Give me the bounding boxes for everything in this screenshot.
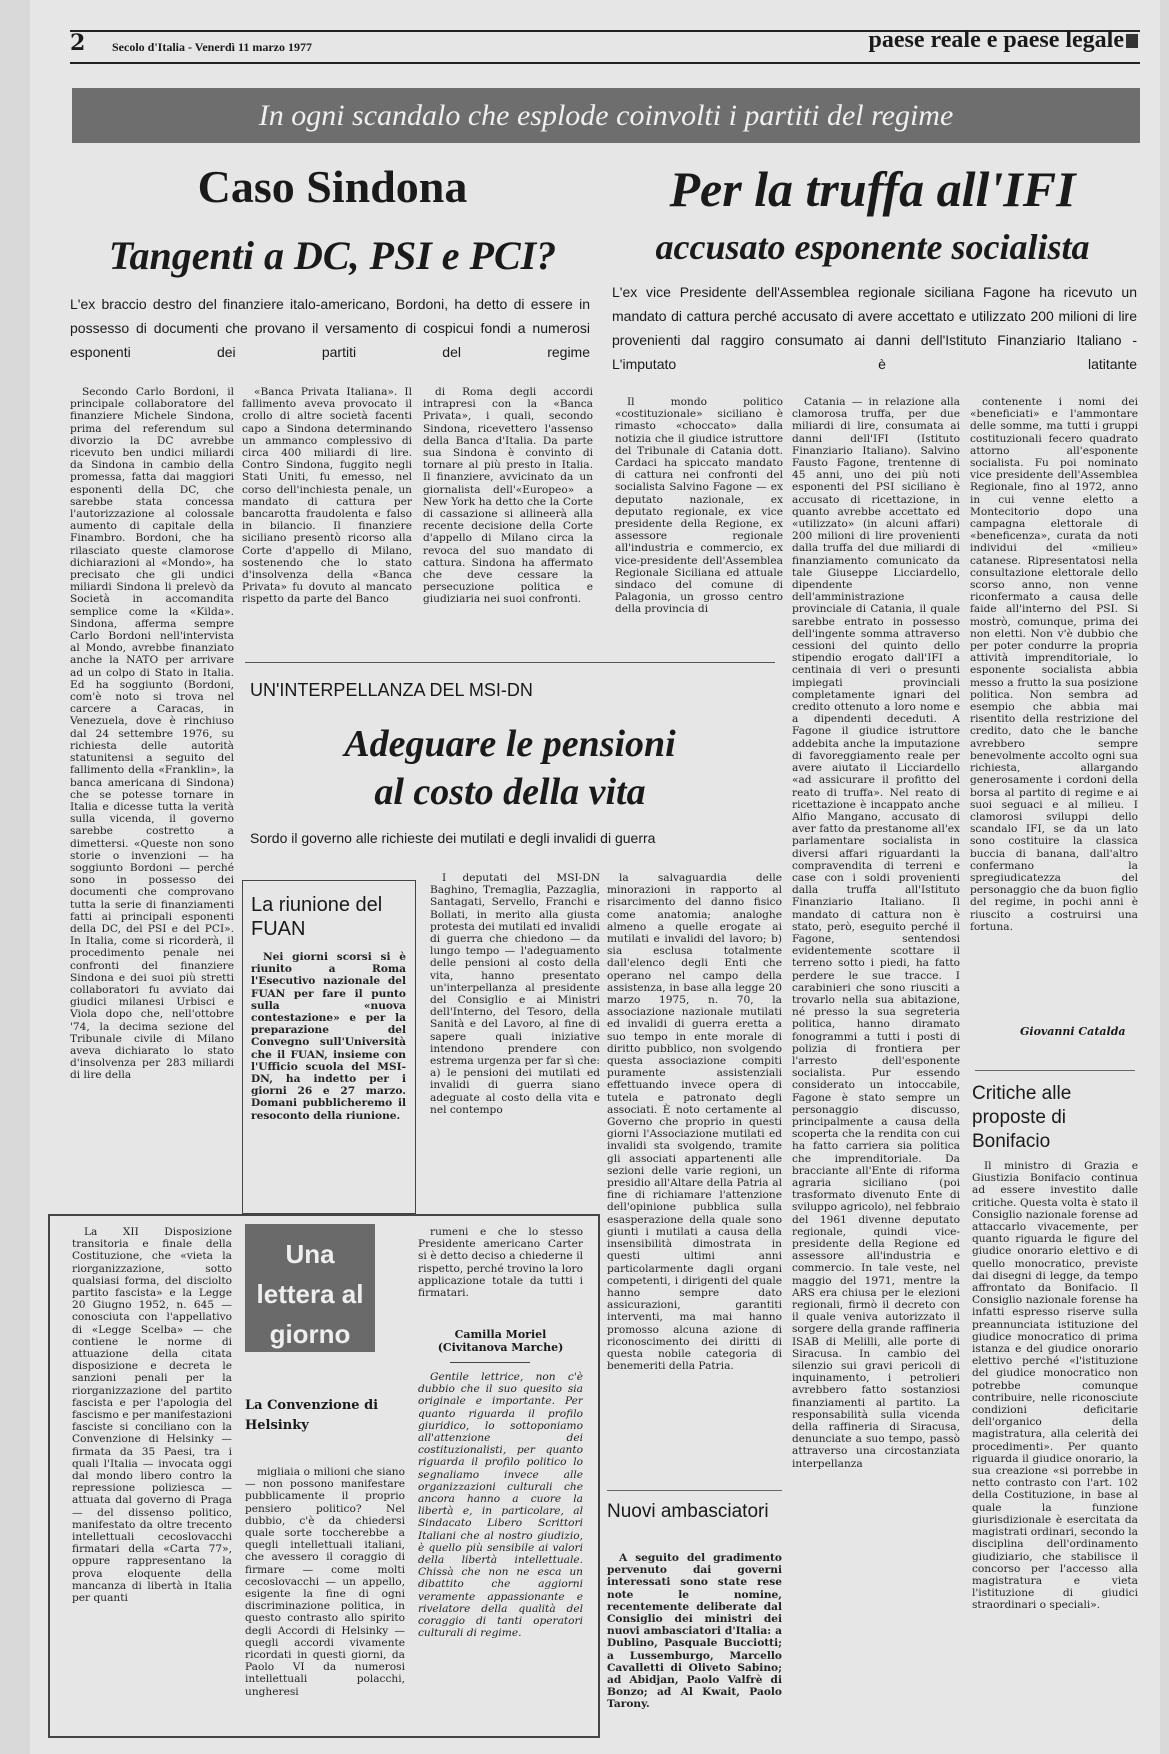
article-text: Nei giorni scorsi si è riunito a Roma l'Esecutivo nazionale del FUAN per fare il punto sulla «nuova contestazione» e per la preparazione del Convegno sull'Università che il FUAN, insieme con l'Ufficio scuola del MSI-DN, ha indetto per i giorni 26 e 27 marzo. Domani pubblicheremo il resoconto della riunione. — [251, 951, 406, 1122]
lettera-column-2 — [245, 1466, 405, 1726]
article-text: Gentile lettrice, non c'è dubbio che il suo quesito sia originale e importante. Per quanto riguarda il profilo giuridico, lo sottoponiamo all'attenzione dei costituzionalisti, per quanto riguarda il profilo politico lo segnaliamo invece alle organizzazioni culturali che ancora hanno a cuore la libertà e, in particolare, al Sindacato Libero Scrittori Italiani che al nostro giudizio, è quello più sensibile ai valori della libertà intellettuale. Chissà che non ne esca un dibattito che aggiorni veramente appassionante e rivelatore della qualità del coraggio di tanti operatori culturali di regime. — [418, 1371, 583, 1640]
masthead-rule — [70, 62, 1140, 64]
article-text: rumeni e che lo stesso Presidente americano Carter si è detto deciso a chiederne il rispetto, perché trovino la loro applicazione totale da tutti i firmatari. — [418, 1226, 583, 1300]
sindona-subtitle: Tangenti a DC, PSI e PCI? — [108, 233, 557, 278]
lettera-column-3 — [418, 1226, 583, 1326]
lettera-reply — [418, 1371, 583, 1726]
pensioni-kicker: UN'INTERPELLANZA DEL MSI-DN — [250, 680, 533, 700]
ifi-deck: L'ex vice Presidente dell'Assemblea regionale siciliana Fagone ha ricevuto un mandato di cattura perché accusato di avere accettato e utilizzato 200 milioni di lire provenienti dal raggiro consumato ai danni dell'Istituto Finanziario Italiano - L'imputato è latitante — [612, 284, 1137, 372]
signature-name: Camilla Moriel — [454, 1328, 547, 1341]
ambasciatori-body — [607, 1552, 782, 1732]
fuan-title: La riunione del FUAN — [251, 894, 383, 940]
section-divider — [245, 662, 775, 663]
article-text: la salvaguardia delle minorazioni in rapporto al risarcimento del danno fisico come anatomia; analoghe almeno a quelle erogate ai mutilati e invalidi del lavoro; b) sia esclusa totalmente dall'elenco degli Enti che operano nel campo della assistenza, in base alla legge 20 marzo 1975, n. 70, la associazione nazionale mutilati ed invalidi di guerra eretta a suo tempo in ente morale di diritto pubblico, non svolgendo questa associazione compiti puramente assistenziali effettuando invece opera di tutela e patronato degli associati. È noto certamente al Governo che proprio in questi giorni l'Associazione mutilati ed invalidi sta svolgendo, tramite gli associati appartenenti alle sezioni delle varie regioni, un presidio all'Altare della Patria al fine di richiamare l'attenzione dell'opinione pubblica sulla esasperazione della quale sono giunti i mutilati a causa della insensibilità dimostrata in questi ultimi anni particolarmente dagli organi competenti, i dirigenti del quale hanno sempre dato assicurazioni, garantiti interventi, ma mai hanno promosso alcuna azione di riconoscimento dei diritti di questa nobile categoria di benemeriti della Patria. — [607, 872, 782, 1373]
sindona-title: Caso Sindona — [197, 161, 468, 212]
article-text: migliaia o milioni che siano — non possono manifestare pubblicamente il proprio pensiero politico? Nel dubbio, c'è da chiedersi quale sorte toccherebbe a quegli intellettuali italiani, che avessero il coraggio di firmare — come molti cecoslovacchi — un appello, esigente la fine di ogni discriminazione politica, in questo contrasto allo spirito degli Accordi di Helsinky — quegli accordi vivamente ricordati in questi giorni, da Paolo VI da numerosi intellettuali polacchi, ungheresi — [245, 1466, 405, 1698]
article-text: contenente i nomi dei «beneficiati» e l'ammontare delle somme, ma tutti i gruppi costituzionali fecero quadrato attorno all'esponente socialista. Fu poi nominato vice presidente dell'Assemblea Regionale, fino al 1972, anno in cui venne eletto a Montecitorio dopo una campagna elettorale di «beneficenza», curata da noti individui del «milieu» catanese. Ripresentatosi nella consultazione elettorale dello scorso anno, non venne riconfermato a causa delle faide all'interno del PSI. Si mostrò, comunque, prima dei non eletti. Non v'è dubbio che per poter condurre la propria attività imprenditoriale, lo esponente socialista abbia messo a frutto la sua posizione politica. Non sembra ad esempio che abbia mai risentito della restrizione del credito, dato che le banche avrebbero sempre benevolmente accolto ogni sua richiesta, allargando generosamente i cordoni della borsa al partito di regime e ai suoi seguaci e al milieu. I clamorosi sviluppi dello scandalo IFI, se da un lato sono costituire la classica buccia di banana, dall'altro confermano la spregiudicatezza del personaggio che da buon figlio del regime, in pochi anni è riuscito a costruirsi una fortuna. — [970, 396, 1138, 933]
paper-date: Secolo d'Italia - Venerdì 11 marzo 1977 — [112, 40, 312, 54]
pensioni-title — [245, 720, 775, 816]
article-text: A seguito del gradimento pervenuto dai governi interessati sono state rese note le nomine, recentemente deliberate dal Consiglio dei ministri dei nuovi ambasciatori d'Italia: a Dublino, Pasquale Bucciotti; a Lussemburgo, Marcello Cavalletti di Oliveto Sabino; ad Abidjan, Paolo Valfrè di Bonzo; ad Al Kwait, Paolo Tarony. — [607, 1552, 782, 1711]
lettera-column-1 — [72, 1226, 232, 1726]
title-line: Adeguare le pensioni — [344, 723, 676, 765]
bonifacio-body — [972, 1160, 1138, 1720]
article-text: «Banca Privata Italiana». Il fallimento aveva provocato il crollo di altre società facenti capo a Sindona determinando un ammanco complessivo di circa 400 miliardi di lire. Contro Sindona, fuggito negli Stati Uniti, fu emesso, nel corso dell'inchiesta penale, un mandato di cattura per bancarotta fraudolenta e falso in bilancio. Il finanziere siciliano presentò ricorso alla Corte d'appello di Milano, sostenendo che lo stato d'insolvenza della «Banca Privata» fu dovuto al mancato rispetto da parte del Banco — [242, 386, 412, 606]
divider — [607, 1490, 782, 1491]
title-line: al costo della vita — [374, 771, 646, 813]
fuan-box — [242, 880, 416, 1214]
article-text: Il ministro di Grazia e Giustizia Bonifacio continua ad essere investito dalle critiche. Questa volta è stato il Consiglio nazionale forense ad attaccarlo vivacemente, per quanto riguarda le figure del giudice onorario elettivo e di quello monocratico, previste dai disegni di legge, da tempo affrontato da Bonifacio. Il Consiglio nazionale forense ha infatti espresso riserve sulla preannunciata istituzione del giudice monocratico di prima istanza e del giudice onorario elettivo perché «l'istituzione del giudice monocratico non potrebbe comunque contribuire, nelle riconosciute condizioni deficitarie dell'organico della magistratura, alla celerità dei procedimenti». Per quanto riguarda il giudice onorario, la sua creazione «si porrebbe in netto contrasto con l'art. 102 della Costituzione, in base al quale la funzione giurisdizionale è esercitata da magistrati ordinari, secondo la disciplina dell'ordinamento giudiziario, che stabilisce il concorso per l'accesso alla magistratura e vieta l'istituzione di giudici straordinari o speciali». — [972, 1160, 1138, 1612]
section-title: paese reale e paese legale — [868, 27, 1124, 53]
ifi-column-1 — [615, 396, 783, 656]
ifi-column-2 — [792, 396, 960, 1696]
bonifacio-title: Critiche alle proposte di Bonifacio — [972, 1083, 1072, 1152]
pensioni-column-1 — [430, 872, 600, 1202]
article-text: di Roma degli accordi intrapresi con la «Banca Privata», i quali, secondo Sindona, ricevettero l'assenso della Banca d'Italia. Da parte sua Sindona è convinto di tornare al più presto in Italia. Il finanziere, avvicinato da un giornalista dell'«Europeo» a New York ha detto che la Corte di cassazione si allineerà alla recente decisione della Corte d'appello di Milano circa la revoca del suo mandato di cattura. Sindona ha affermato che deve cessare la persecuzione politica e giudiziaria nei suoi confronti. — [423, 386, 593, 606]
divider — [975, 1070, 1135, 1071]
article-text: I deputati del MSI-DN Baghino, Tremaglia, Pazzaglia, Santagati, Servello, Franchi e Bollati, in merito alla giusta protesta dei mutilati ed invalidi di guerra che chiedono — da lungo tempo — l'adeguamento delle pensioni al costo della vita, hanno presentato un'interpellanza al presidente del Consiglio e ai Ministri dell'Interno, del Tesoro, della Sanità e del Lavoro, al fine di sapere quali iniziative intendono prendere con estrema urgenza per far sì che: a) le pensioni dei mutilati ed invalidi di guerra siano adeguate al costo della vita e nel contempo — [430, 872, 600, 1116]
fuan-body — [251, 951, 406, 1206]
sindona-column-2 — [242, 386, 412, 656]
article-text: Catania — in relazione alla clamorosa truffa, per due miliardi di lire, consumata ai danni dell'IFI (Istituto Finanziario Italiano). Salvino Fausto Fagone, trentenne di 45 anni, uno dei più noti esponenti del PSI siciliano è accusato di ricettazione, in quanto avrebbe accettato ed «utilizzato» (in alcuni affari) 200 milioni di lire provenienti dalla truffa del due miliardi di finanziamento comunicato da tale Giuseppe Licciardello, dipendente dell'amministrazione provinciale di Catania, il quale sarebbe entrato in possesso dell'ingente somma attraverso cessioni del quinto dello stipendio erogato dall'IFI a centinaia di veri o presunti impiegati provinciali completamente ignari del credito ottenuto a loro nome e a dipendenti deceduti. A Fagone il giudice istruttore addebita anche la imputazione di favoreggiamento reale per avere aiutato il Licciardello «ad assicurare il profitto del reato di truffa». Nel reato di ricettazione è incappato anche Alfio Mangano, accusato di aver fatto da prestanome all'ex parlamentare socialista in diversi affari riguardanti la compravendita di terreni e case con i soldi provenienti dalla truffa all'Istituto Finanziario Italiano. Il mandato di cattura non è stato, però, eseguito perché il Fagone, sentendosi evidentemente scottare il terreno sotto i piedi, ha fatto perdere le sue tracce. I carabinieri che sono riusciti a trovarlo nella sua abitazione, né presso la sua segreteria politica, hanno diramato fonogrammi a tutti i posti di polizia di frontiera per l'arresto dell'esponente socialista. Pur essendo considerato un intoccabile, Fagone è stato sempre un personaggio discusso, principalmente a causa della scoperta che la rendita con cui ha fatto carriera sia politica che imprenditoriale. Da bracciante all'Ente di riforma agraria siciliano (poi trasformato divenuto Ente di sviluppo agricolo), nel febbraio del 1961 divenne deputato regionale, quindi vice-presidente della Regione ed assessore all'industria e commercio. In tale veste, nel maggio del 1971, mentre la ARS era chiusa per le elezioni regionali, firmò il decreto con il quale veniva autorizzato il sorgere della grande raffineria ISAB di Melilli, alle porte di Siracusa. In cambio del silenzio sui gravi pericoli di inquinamento, i petrolieri avrebbero fatto sostanziosi finanziamenti al partito. La responsabilità sulla vicenda della raffineria di Siracusa, denunciate a suo tempo, passò attraverso una circostanziata interpellanza — [792, 396, 960, 1470]
pensioni-deck: Sordo il governo alle richieste dei mutilati e degli invalidi di guerra — [250, 830, 656, 846]
sindona-column-1 — [70, 386, 234, 1212]
lettera-heading: La Convenzione di Helsinky — [245, 1398, 379, 1433]
sindona-deck: L'ex braccio destro del finanziere italo-americano, Bordoni, ha detto di essere in possesso di documenti che provano il versamento di cospicui fondi a numerosi esponenti dei partiti del regime — [70, 296, 590, 360]
ifi-column-3 — [970, 396, 1138, 1016]
pensioni-column-2 — [607, 872, 782, 1492]
article-text: Secondo Carlo Bordoni, il principale collaboratore del finanziere Michele Sindona, prima del referendum sul divorzio la DC avrebbe ricevuto ben undici miliardi da Sindona in cambio della promessa, fatta dai maggiori esponenti della DC, che sarebbe stata concessa l'autorizzazione al colossale aumento di capitale della Finambro. Bordoni, che ha rilasciato queste clamorose dichiarazioni al «Mondo», ha precisato che gli undici miliardi Sindona li prelevò da Società in accomandita semplice come la «Kilda». Sindona, afferma sempre Carlo Bordoni nell'intervista al Mondo, avrebbe finanziato anche la NATO per arrivare ad un colpo di Stato in Italia. Ed ha soggiunto (Bordoni, com'è noto si trova nel carcere a Caracas, in Venezuela, dove è rinchiuso dal 24 settembre 1976, su richiesta delle autorità statunitensi a seguito del fallimento della «Franklin», la banca americana di Sindona) che se potesse tornare in Italia e dicesse tutta la verità sulla vicenda, il governo sarebbe costretto a dimettersi. «Queste non sono storie o invenzioni — ha soggiunto Bordoni — perché sono in possesso dei documenti che comprovano tutta la serie di finanziamenti fatti ai principali esponenti della DC, del PSI e del PCI». In Italia, come si ricorderà, il procedimento penale nei confronti del finanziere Sindona e dei suoi più stretti collaboratori fu avviato dai giudici milanesi Urbisci e Viola dopo che, nell'ottobre '74, la decima sezione del Tribunale civile di Milano aveva dichiarato lo stato d'insolvenza per 283 miliardi di lire della — [70, 386, 234, 1082]
article-text: La XII Disposizione transitoria e finale della Costituzione, che «vieta la riorganizzazione, sotto qualsiasi forma, del disciolto partito fascista» e la Legge 20 Giugno 1952, n. 645 — conosciuta con l'appellativo di «Legge Scelba» — che contiene le norme di attuazione della citata disposizione e decreta le sanzioni penali per la riorganizzazione del partito fascista e per l'apologia del fascismo e per manifestazioni fasciste si conciliano con la Convenzione di Helsinky — firmata da 35 Paesi, tra i quali l'Italia — invocata oggi dal mondo libero contro la repressione poliziesca — attuata dal governo di Praga — del dissenso politico, manifestato da oltre trecento intellettuali cecoslovacchi firmatari della «Carta 77», oppure rappresentano la prova eloquente della mancanza di libertà in Italia per quanti — [72, 1226, 232, 1605]
lettera-signature — [418, 1328, 583, 1354]
ifi-subtitle: accusato esponente socialista — [655, 227, 1090, 267]
banner: In ogni scandalo che esplode coinvolti i partiti del regime — [72, 88, 1140, 143]
article-text: Il mondo politico «costituzionale» siciliano è rimasto «choccato» dalla notizia che il giudice istruttore del Tribunale di Catania dott. Cardaci ha spiccato mandato di cattura nei confronti del socialista Salvino Fagone — ex deputato nazionale, ex deputato regionale, ex vice presidente della Regione, ex assessore regionale all'industria e commercio, ex vice-presidente dell'Assemblea Regionale Siciliana ed attuale sindaco del comune di Palagonia, un grosso centro della provincia di — [615, 396, 783, 616]
page-number: 2 — [70, 30, 86, 56]
ifi-title: Per la truffa all'IFI — [669, 161, 1076, 217]
signature-place: (Civitanova Marche) — [437, 1341, 564, 1354]
byline: Giovanni Catalda — [1020, 1025, 1126, 1038]
lettera-box — [48, 1214, 600, 1738]
lettera-logo: Una lettera al giorno — [245, 1224, 375, 1352]
section-mark-icon — [1126, 34, 1138, 48]
sindona-column-3 — [423, 386, 593, 656]
ambasciatori-title: Nuovi ambasciatori — [607, 1501, 769, 1522]
divider — [450, 1362, 530, 1363]
